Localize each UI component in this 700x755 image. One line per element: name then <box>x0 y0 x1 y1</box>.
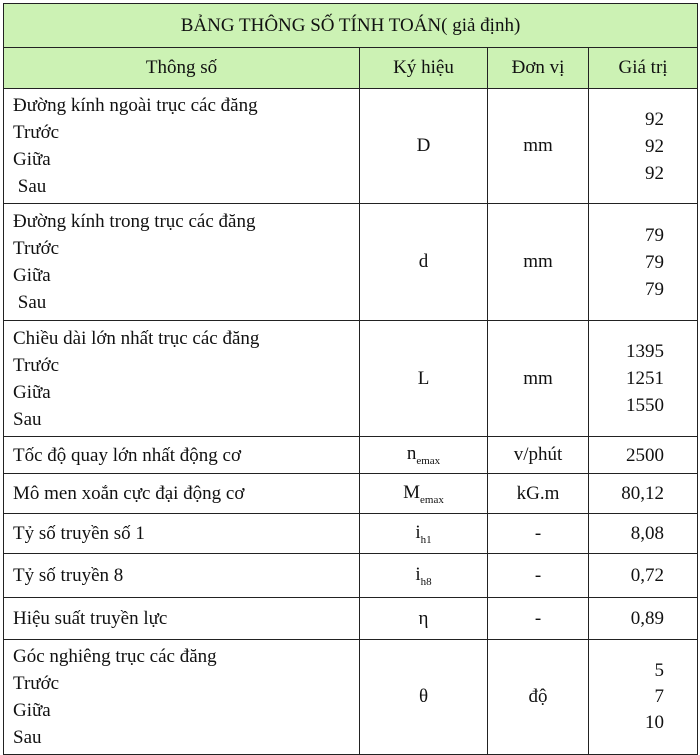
symbol-cell <box>360 321 488 437</box>
param-cell <box>4 321 360 437</box>
symbol-cell <box>360 474 488 514</box>
table-row <box>4 514 698 554</box>
unit-cell: v/phút <box>488 437 589 474</box>
unit-cell: - <box>488 514 589 554</box>
symbol-cell <box>360 554 488 598</box>
unit-cell: - <box>488 554 589 598</box>
symbol-subscript: emax <box>416 455 441 467</box>
table-row <box>4 321 698 437</box>
param-cell: Tốc độ quay lớn nhất động cơ <box>4 437 360 474</box>
value: 1550 <box>626 395 665 416</box>
header-row <box>4 48 698 89</box>
unit-cell: độ <box>488 640 589 755</box>
value: 1251 <box>626 368 665 389</box>
symbol-subscript: h1 <box>420 533 432 546</box>
symbol: L <box>417 367 430 389</box>
param-cell: Tỷ số truyền số 1 <box>4 514 360 554</box>
value-cell <box>589 321 698 437</box>
symbol: n <box>406 443 417 464</box>
value: 1395 <box>626 341 665 362</box>
value: 79 <box>645 278 665 300</box>
symbol: M <box>403 481 421 503</box>
value: 92 <box>645 135 665 157</box>
value-cell: 0,72 <box>589 554 698 598</box>
symbol-cell <box>360 204 488 321</box>
param-sub: Trước <box>13 238 60 259</box>
symbol-cell <box>360 514 488 554</box>
value: 92 <box>645 162 665 184</box>
param-sub: Giữa <box>13 149 51 170</box>
param-sub: Sau <box>13 292 47 313</box>
header-value: Giá trị <box>589 48 698 89</box>
unit-cell: mm <box>488 321 589 437</box>
header-unit: Đơn vị <box>488 48 589 89</box>
value-cell <box>589 640 698 755</box>
symbol-subscript: emax <box>420 493 444 506</box>
symbol: i <box>415 521 421 543</box>
table-title: BẢNG THÔNG SỐ TÍNH TOÁN( giả định) <box>4 4 698 48</box>
param-cell <box>4 89 360 204</box>
param-cell: Hiệu suất truyền lực <box>4 598 360 640</box>
table-row <box>4 598 698 640</box>
param-sub: Sau <box>13 408 42 430</box>
param-cell: Mô men xoắn cực đại động cơ <box>4 474 360 514</box>
symbol-cell <box>360 640 488 755</box>
value-cell <box>589 204 698 321</box>
param-sub: Giữa <box>13 265 51 286</box>
value: 79 <box>645 251 665 273</box>
param-cell <box>4 204 360 321</box>
symbol: i <box>415 563 421 585</box>
param-sub: Sau <box>13 176 47 197</box>
param-sub: Trước <box>13 354 60 376</box>
value-cell: 8,08 <box>589 514 698 554</box>
value-cell: 2500 <box>589 437 698 474</box>
value: 7 <box>654 686 665 707</box>
symbol: D <box>416 135 431 156</box>
unit-cell: mm <box>488 204 589 321</box>
value: 79 <box>645 224 665 246</box>
param-sub: Giữa <box>13 700 51 721</box>
value: 92 <box>645 108 665 130</box>
param-heading: Chiều dài lớn nhất trục các đăng <box>13 327 260 349</box>
symbol-cell <box>360 89 488 204</box>
param-sub: Giữa <box>13 381 51 403</box>
table-row <box>4 204 698 321</box>
table-row <box>4 474 698 514</box>
value: 10 <box>645 712 665 733</box>
param-sub: Trước <box>13 673 60 694</box>
title-row <box>4 4 698 48</box>
param-heading: Đường kính trong trục các đăng <box>13 211 256 232</box>
symbol: η <box>418 607 429 629</box>
header-symbol: Ký hiệu <box>360 48 488 89</box>
symbol: θ <box>418 686 429 707</box>
unit-cell: - <box>488 598 589 640</box>
header-param: Thông số <box>4 48 360 89</box>
table-row <box>4 640 698 755</box>
value: 5 <box>654 660 665 681</box>
unit-cell: kG.m <box>488 474 589 514</box>
value-cell <box>589 89 698 204</box>
symbol-cell <box>360 598 488 640</box>
symbol-subscript: h8 <box>420 575 432 588</box>
param-heading: Đường kính ngoài trục các đăng <box>13 95 258 116</box>
unit-cell: mm <box>488 89 589 204</box>
value-cell: 0,89 <box>589 598 698 640</box>
param-sub: Trước <box>13 122 60 143</box>
param-cell <box>4 640 360 755</box>
parameter-table <box>3 3 698 755</box>
param-heading: Góc nghiêng trục các đăng <box>13 646 217 667</box>
table-row <box>4 437 698 474</box>
table-row <box>4 89 698 204</box>
symbol: d <box>418 251 429 272</box>
table-row <box>4 554 698 598</box>
value-cell: 80,12 <box>589 474 698 514</box>
symbol-cell <box>360 437 488 474</box>
param-sub: Sau <box>13 727 42 748</box>
param-cell: Tỷ số truyền 8 <box>4 554 360 598</box>
